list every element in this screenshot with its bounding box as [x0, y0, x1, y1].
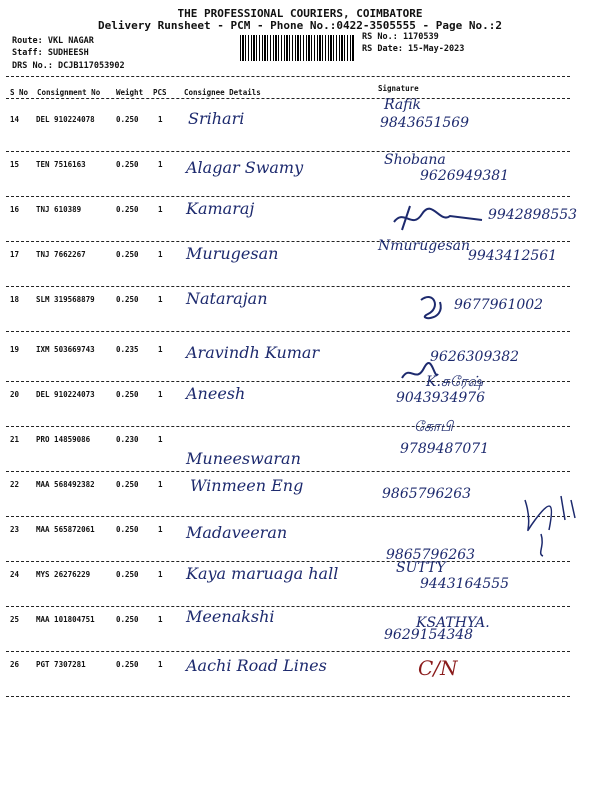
row-weight: 0.250: [116, 390, 139, 399]
staff-label: Staff: SUDHEESH: [12, 48, 89, 58]
col-consignee: Consignee Details: [184, 88, 261, 97]
row-consignee: Natarajan: [186, 289, 268, 308]
row-signature: K.சுரேஷ்: [426, 374, 483, 390]
row-signature: SUTTY: [396, 560, 446, 576]
rs-date: RS Date: 15-May-2023: [362, 44, 465, 54]
col-sno: S No: [10, 88, 29, 97]
row-signature: Rafik: [384, 97, 422, 113]
row-pcs: 1: [158, 345, 163, 354]
row-signature-phone: 9865796263: [386, 547, 476, 563]
row-sno: 21: [10, 435, 20, 444]
row-sno: 25: [10, 615, 20, 624]
row-consignment: PGT 7307281: [36, 660, 86, 669]
row-consignment: MYS 26276229: [36, 570, 91, 579]
row-pcs: 1: [158, 295, 163, 304]
row-signature-phone: 9629154348: [384, 627, 474, 643]
col-consignment: Consignment No: [37, 88, 101, 97]
row-consignment: PRO 14859086: [36, 435, 91, 444]
row-pcs: 1: [158, 525, 163, 534]
col-signature: Signature: [378, 84, 419, 93]
row-divider: [6, 696, 570, 697]
row-signature: KSATHYA.: [416, 615, 490, 631]
signature-scribble: [400, 360, 440, 386]
table-row: [0, 199, 600, 250]
row-signature: C/N: [418, 656, 458, 680]
row-weight: 0.250: [116, 525, 139, 534]
row-pcs: 1: [158, 480, 163, 489]
row-signature-phone: 9043934976: [396, 390, 486, 406]
row-consignee: Muneeswaran: [186, 449, 301, 468]
table-row: [0, 97, 600, 160]
row-consignment: DEL 910224073: [36, 390, 95, 399]
row-pcs: 1: [158, 435, 163, 444]
runsheet-subtitle: Delivery Runsheet - PCM - Phone No.:0422-3505555 - Page No.:2: [98, 19, 502, 32]
row-divider: [6, 286, 570, 287]
row-weight: 0.250: [116, 570, 139, 579]
row-weight: 0.250: [116, 250, 139, 259]
table-row: [0, 374, 600, 435]
row-divider: [6, 471, 570, 472]
row-divider: [6, 331, 570, 332]
row-sno: 24: [10, 570, 20, 579]
row-sno: 20: [10, 390, 20, 399]
row-divider: [6, 426, 570, 427]
row-consignment: TNJ 610389: [36, 205, 82, 214]
row-consignee: Meenakshi: [186, 607, 275, 626]
row-consignment: TNJ 7662267: [36, 250, 86, 259]
row-consignee: Alagar Swamy: [186, 158, 304, 177]
row-divider: [6, 516, 570, 517]
row-divider: [6, 651, 570, 652]
row-consignment: MAA 101804751: [36, 615, 95, 624]
row-signature-phone: 9443164555: [420, 576, 510, 592]
table-row: [0, 476, 600, 525]
row-signature-phone: 9865796263: [382, 486, 472, 502]
row-sno: 26: [10, 660, 20, 669]
col-weight: Weight: [116, 88, 144, 97]
divider: [6, 76, 570, 77]
row-consignment: TEN 7516163: [36, 160, 86, 169]
row-signature: Nmurugesan: [378, 238, 471, 254]
row-weight: 0.230: [116, 435, 139, 444]
row-sno: 16: [10, 205, 20, 214]
table-row: [0, 419, 600, 480]
table-row: [0, 238, 600, 295]
row-sno: 19: [10, 345, 20, 354]
row-pcs: 1: [158, 615, 163, 624]
table-row: [0, 560, 600, 615]
row-divider: [6, 151, 570, 152]
row-weight: 0.250: [116, 295, 139, 304]
row-weight: 0.250: [116, 160, 139, 169]
row-signature: Shobana: [384, 152, 446, 168]
col-pcs: PCS: [153, 88, 167, 97]
row-consignee: Kaya maruaga hall: [186, 564, 339, 583]
row-consignee: Srihari: [188, 109, 245, 128]
row-weight: 0.250: [116, 205, 139, 214]
row-signature-phone: 9626309382: [430, 349, 520, 365]
row-consignment: MAA 568492382: [36, 480, 95, 489]
row-signature-phone: 9626949381: [420, 168, 510, 184]
row-signature-phone: 9843651569: [380, 115, 470, 131]
row-weight: 0.250: [116, 615, 139, 624]
signature-scribble: [416, 288, 456, 328]
row-consignment: IXM 503669743: [36, 345, 95, 354]
row-pcs: 1: [158, 660, 163, 669]
row-weight: 0.250: [116, 480, 139, 489]
row-sno: 22: [10, 480, 20, 489]
row-divider: [6, 196, 570, 197]
signature-scribble: [392, 200, 502, 240]
row-divider: [6, 561, 570, 562]
row-pcs: 1: [158, 205, 163, 214]
divider: [6, 98, 570, 99]
row-sno: 18: [10, 295, 20, 304]
row-consignee: Aravindh Kumar: [186, 343, 320, 362]
row-consignment: SLM 319568879: [36, 295, 95, 304]
table-row: [0, 607, 600, 660]
row-sno: 23: [10, 525, 20, 534]
row-divider: [6, 381, 570, 382]
row-pcs: 1: [158, 390, 163, 399]
row-consignee: Aachi Road Lines: [186, 656, 327, 675]
table-row: [0, 152, 600, 205]
row-pcs: 1: [158, 570, 163, 579]
row-consignee: Madaveeran: [186, 523, 288, 542]
table-row: [0, 656, 600, 705]
row-signature: கோபி: [414, 419, 453, 435]
table-row: [0, 345, 600, 390]
row-divider: [6, 606, 570, 607]
row-sno: 17: [10, 250, 20, 259]
row-pcs: 1: [158, 160, 163, 169]
row-sno: 14: [10, 115, 20, 124]
table-row: [0, 289, 600, 340]
row-signature-phone: 9789487071: [400, 441, 490, 457]
drs-number: DRS No.: DCJB117053902: [12, 61, 125, 71]
row-weight: 0.250: [116, 660, 139, 669]
row-pcs: 1: [158, 115, 163, 124]
row-divider: [6, 241, 570, 242]
row-weight: 0.250: [116, 115, 139, 124]
barcode: [240, 35, 355, 61]
company-title: THE PROFESSIONAL COURIERS, COIMBATORE: [177, 7, 423, 20]
row-consignee: Murugesan: [186, 244, 279, 263]
row-signature-phone: 9942898553: [488, 207, 578, 223]
row-sno: 15: [10, 160, 20, 169]
row-signature-phone: 9677961002: [454, 297, 544, 313]
row-pcs: 1: [158, 250, 163, 259]
row-signature-phone: 9943412561: [468, 248, 558, 264]
row-weight: 0.235: [116, 345, 139, 354]
row-consignment: DEL 910224078: [36, 115, 95, 124]
row-consignment: MAA 565872061: [36, 525, 95, 534]
row-consignee: Kamaraj: [186, 199, 255, 218]
rs-number: RS No.: 1170539: [362, 32, 439, 42]
signature-scribble: [515, 490, 585, 560]
route-label: Route: VKL NAGAR: [12, 36, 94, 46]
row-consignee: Winmeen Eng: [190, 476, 304, 495]
row-consignee: Aneesh: [186, 384, 246, 403]
